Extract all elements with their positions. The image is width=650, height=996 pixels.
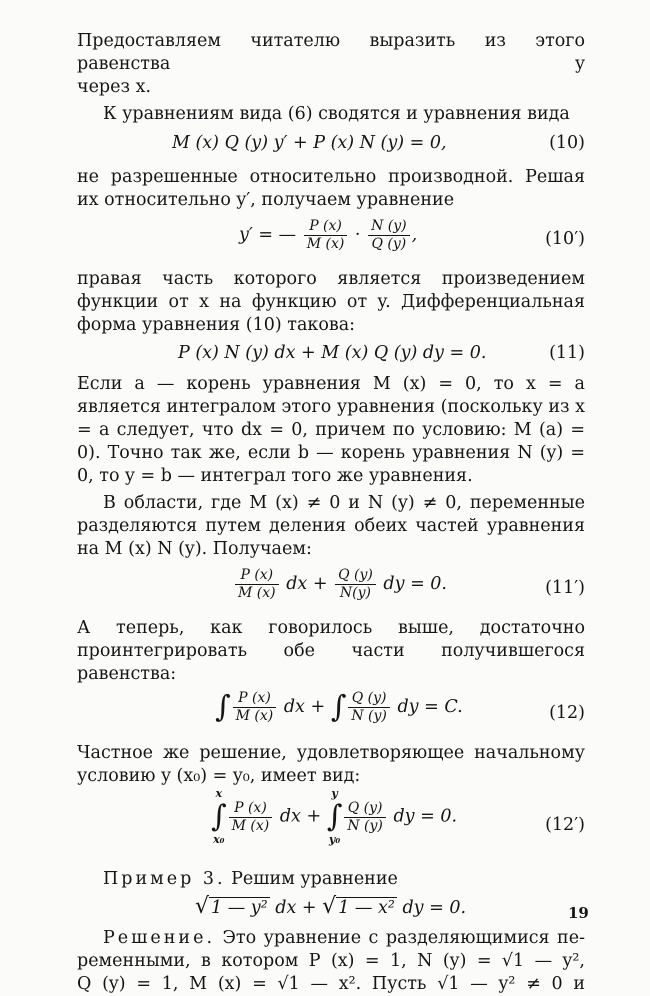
p1-line1: Предоставляем читателю выразить из этого равенства y <box>77 31 585 74</box>
sqrt-sign-1: √ <box>195 894 210 919</box>
eq10p-f1-den: M (x) <box>306 236 345 252</box>
page-body <box>77 30 585 996</box>
eq10p-fraction-1 <box>304 218 348 253</box>
eq12-fraction-1 <box>233 690 277 725</box>
equation-11-body: P (x) N (y) dx + M (x) Q (y) dy = 0. <box>178 343 487 363</box>
equation-10 <box>77 130 585 160</box>
eq11p-f2-num: Q (y) <box>335 567 376 585</box>
eq12-f1-num: P (x) <box>233 690 277 708</box>
equation-11-prime <box>77 561 585 617</box>
eq11p-f2-den: N(y) <box>339 585 371 601</box>
equation-11 <box>77 339 585 369</box>
equation-12-number: (12) <box>549 703 585 723</box>
sqrt-arg-1: 1 — y² <box>211 898 268 918</box>
equation-11-number: (11) <box>549 343 585 363</box>
eq12p-fraction-2 <box>344 800 386 835</box>
eq10p-dot: · <box>354 225 361 245</box>
example-text: Решим уравнение <box>231 869 398 889</box>
eq12-fraction-2 <box>348 690 390 725</box>
paragraph-8: Частное же решение, удовлетворяющее начальному условию y (x₀) = y₀, имеет вид: <box>77 743 585 786</box>
equation-12p-number: (12′) <box>545 815 585 835</box>
eq11p-tail: dy = 0. <box>383 574 447 594</box>
eq12p-lower-2: y₀ <box>328 833 341 846</box>
eq12p-tail: dy = 0. <box>393 806 458 827</box>
sqrt-arg-2: 1 — x² <box>338 898 395 918</box>
paragraph-4: правая часть которого является произведением функции от x на функцию от y. Дифференциальная форма уравнения (10) такова: <box>77 269 585 335</box>
p1-line2: через x. <box>77 77 152 97</box>
page-number: 19 <box>568 904 589 922</box>
eq10p-f2-den: Q (y) <box>371 236 407 252</box>
eq11p-f1-num: P (x) <box>235 567 279 585</box>
equation-12p-body <box>211 788 457 846</box>
example-equation <box>77 891 585 923</box>
example-label: Пример 3. <box>103 869 226 889</box>
solution-paragraph <box>77 927 585 996</box>
eq12-f2-num: Q (y) <box>348 690 390 708</box>
eq12p-f1-num: P (x) <box>229 800 273 818</box>
eq11p-f1-den: M (x) <box>238 585 276 601</box>
eq10p-f1-num: P (x) <box>304 218 348 236</box>
example-3-heading <box>77 868 585 891</box>
paragraph-7: А теперь, как говорилось выше, достаточно проинтегрировать обе части получившегося равенства: <box>77 618 585 684</box>
example-eq-mid: dx + <box>275 898 317 918</box>
eq10p-f2-num: N (y) <box>368 218 410 236</box>
eq12p-integral-1: x ∫ x₀ <box>211 787 227 846</box>
equation-11p-number: (11′) <box>545 578 585 598</box>
eq10p-fraction-2 <box>368 218 410 253</box>
eq12p-lower-1: x₀ <box>213 833 225 846</box>
equation-11p-body <box>233 567 447 602</box>
eq12p-mid: dx + <box>279 806 322 827</box>
eq12-tail: dy = C. <box>397 697 463 717</box>
example-equation-body <box>195 895 466 920</box>
equation-10-prime <box>77 212 585 268</box>
sqrt-sign-2: √ <box>322 894 337 919</box>
equation-12-prime <box>77 788 585 866</box>
eq12p-f1-den: M (x) <box>231 817 270 834</box>
eq11p-mid: dx + <box>286 574 328 594</box>
eq12p-upper-1: x <box>215 787 223 800</box>
solution-label: Решение. <box>103 928 216 948</box>
example-eq-tail: dy = 0. <box>402 898 467 918</box>
solution-line-1 <box>77 927 585 950</box>
eq12-f1-den: M (x) <box>235 708 274 724</box>
eq11p-fraction-2 <box>335 567 376 602</box>
eq12p-f2-num: Q (y) <box>344 800 386 818</box>
eq12p-fraction-1 <box>229 800 273 835</box>
eq12p-upper-2: y <box>331 787 338 800</box>
eq11p-fraction-1 <box>235 567 279 602</box>
paragraph-3: не разрешенные относительно производной. Решая их относительно y′, получаем уравнение <box>77 167 585 210</box>
equation-10p-body <box>239 218 417 253</box>
eq12-mid: dx + <box>283 697 326 717</box>
equation-10-number: (10) <box>549 133 585 153</box>
eq12p-integral-2: y ∫ y₀ <box>326 787 343 846</box>
equation-12 <box>77 686 585 742</box>
paragraph-6: В области, где M (x) ≠ 0 и N (y) ≠ 0, переменные разделяются путем деления обеих частей уравнения на M (x) N (y). Получаем: <box>77 493 585 559</box>
paragraph-5: Если a — корень уравнения M (x) = 0, то x = a является интегралом этого уравнения (поскольку из x = a следует, что dx = 0, причем по условию: M (a) = 0). Точно так же, если b — корень уравнения N (y) = 0, то y = b — интеграл того же уравнения. <box>77 374 585 486</box>
equation-10p-number: (10′) <box>545 229 585 249</box>
eq12-f2-den: N (y) <box>351 708 387 724</box>
paragraph-1 <box>77 30 585 76</box>
solution-line-2: ременными, в котором P (x) = 1, N (y) = √1 — y², <box>77 951 585 971</box>
solution-line-3: Q (y) = 1, M (x) = √1 — x². Пусть √1 — y² ≠ 0 и <box>77 974 585 994</box>
eq10p-tail: , <box>411 225 418 245</box>
paragraph-2: К уравнениям вида (6) сводятся и уравнения вида <box>103 104 570 124</box>
solution-text-1: Это уравнение с разделяющимися пе- <box>222 928 585 948</box>
integral-sign-1: ∫ <box>215 689 231 725</box>
equation-12-body <box>215 690 463 725</box>
eq10p-lhs: y′ = — <box>239 225 297 245</box>
integral-sign-2: ∫ <box>330 689 347 725</box>
eq12p-f2-den: N (y) <box>347 817 383 834</box>
equation-10-body: M (x) Q (y) y′ + P (x) N (y) = 0, <box>172 133 447 153</box>
